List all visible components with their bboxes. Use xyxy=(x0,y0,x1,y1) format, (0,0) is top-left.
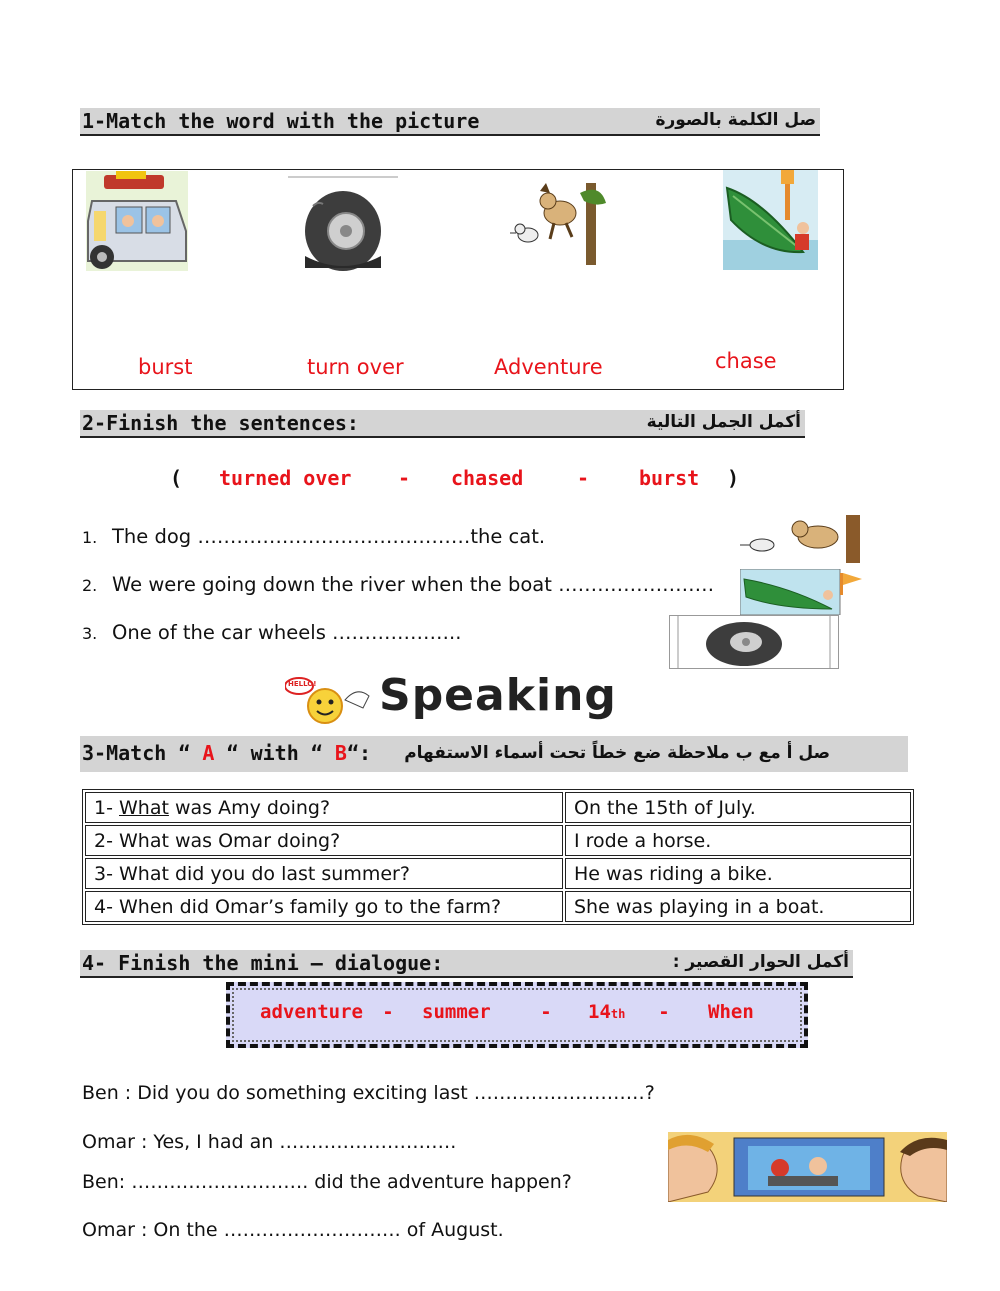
boat-turned-over-picture xyxy=(723,170,818,270)
bank-fourteenth-number: 14 xyxy=(588,1001,611,1023)
speaking-label: Speaking xyxy=(379,670,617,721)
column-a-cell xyxy=(85,825,563,856)
section1-title: 1-Match the word with the picture xyxy=(82,109,480,133)
bank-dash-b: - xyxy=(542,1001,550,1023)
bank-chased: chased xyxy=(451,466,524,490)
sentence-text: We were going down the river when the boat …………………… xyxy=(112,573,715,596)
question-text: What was Omar doing? xyxy=(119,829,341,852)
flat-tyre-picture xyxy=(288,176,398,274)
section3-title-prefix: 3-Match “ xyxy=(82,741,191,765)
bank-when: When xyxy=(708,1001,754,1023)
section3-header xyxy=(80,736,908,772)
word-adventure: Adventure xyxy=(494,355,603,379)
dialogue-line-1: Ben : Did you do something exciting last ………………………? xyxy=(82,1082,655,1104)
word-chase: chase xyxy=(715,349,777,373)
section4-title: 4- Finish the mini – dialogue: xyxy=(82,951,444,975)
row-number: 4- xyxy=(94,895,113,918)
section3-title-arabic: صل أ مع ب ملاحظة ضع خطاً تحت أسماء الاستفهام xyxy=(404,743,830,763)
match-table xyxy=(82,789,914,925)
bank-fourteenth-suffix: th xyxy=(610,1007,626,1021)
column-b-cell: I rode a horse. xyxy=(565,825,911,856)
speaking-banner xyxy=(285,670,700,724)
section4-header xyxy=(80,950,853,978)
dialogue-line-3: Ben: ………………………. did the adventure happen? xyxy=(82,1171,572,1193)
car-with-family-picture xyxy=(86,171,188,271)
table-row xyxy=(85,858,911,889)
column-a-cell xyxy=(85,792,563,823)
sentence-number: 1. xyxy=(82,528,98,547)
question-text: What did you do last summer? xyxy=(119,862,410,885)
bank-burst: burst xyxy=(639,466,700,490)
dialogue-word-bank xyxy=(226,982,808,1048)
section2-title-arabic: أكمل الجمل التالية xyxy=(646,412,801,432)
sentence-number: 3. xyxy=(82,624,98,643)
section2-header xyxy=(80,410,805,438)
question-text: When did Omar’s family go to the farm? xyxy=(119,895,502,918)
sentence-1 xyxy=(82,525,545,548)
bank-open-paren: ( xyxy=(170,466,183,490)
section1-title-arabic: صل الكلمة بالصورة xyxy=(655,110,816,130)
section1-header xyxy=(80,108,820,136)
table-row xyxy=(85,891,911,922)
section3-title-a: A xyxy=(202,741,215,765)
bank-dash-a: - xyxy=(384,1001,392,1023)
word-turn-over: turn over xyxy=(307,355,404,379)
sentence-3 xyxy=(82,621,461,644)
word-burst: burst xyxy=(138,355,193,379)
section3-title-b: B xyxy=(334,741,347,765)
dialogue-line-2: Omar : Yes, I had an ………………………. xyxy=(82,1131,457,1153)
dog-chasing-cat-picture xyxy=(510,183,608,265)
section2-title: 2-Finish the sentences: xyxy=(82,411,359,435)
section3-title-mid: “ with “ xyxy=(226,741,323,765)
bank-dash-1: - xyxy=(398,466,411,490)
bank-summer: summer xyxy=(422,1001,491,1023)
flat-tyre-small-picture xyxy=(669,615,839,669)
bank-dash-c: - xyxy=(660,1001,668,1023)
section4-title-arabic: أكمل الحوار القصير : xyxy=(672,952,849,972)
dog-chasing-cat-small-picture xyxy=(738,515,868,563)
section3-title xyxy=(82,741,371,765)
sentence-2 xyxy=(82,573,714,596)
question-word: What xyxy=(119,796,169,819)
question-text: was Amy doing? xyxy=(174,796,331,819)
sentence-text: One of the car wheels ……………….. xyxy=(112,621,462,644)
two-boys-talking-picture xyxy=(668,1132,947,1202)
sentence-number: 2. xyxy=(82,576,98,595)
column-b-cell: He was riding a bike. xyxy=(565,858,911,889)
column-a-cell xyxy=(85,858,563,889)
row-number: 1- xyxy=(94,796,113,819)
column-b-cell: On the 15th of July. xyxy=(565,792,911,823)
table-row xyxy=(85,825,911,856)
bank-fourteenth xyxy=(588,1001,625,1023)
section3-title-suffix: “: xyxy=(346,741,372,765)
speaking-badge: HELLO! xyxy=(288,680,317,688)
dialogue-line-4: Omar : On the ………………………. of August. xyxy=(82,1219,504,1241)
bank-dash-2: - xyxy=(577,466,590,490)
row-number: 2- xyxy=(94,829,113,852)
bank-turned-over: turned over xyxy=(219,466,352,490)
table-row xyxy=(85,792,911,823)
boat-small-picture xyxy=(740,569,872,615)
sentence-text: The dog ……………………………………the cat. xyxy=(112,525,546,548)
bank-close-paren: ) xyxy=(727,466,740,490)
column-b-cell: She was playing in a boat. xyxy=(565,891,911,922)
bank-adventure: adventure xyxy=(260,1001,363,1023)
column-a-cell xyxy=(85,891,563,922)
row-number: 3- xyxy=(94,862,113,885)
